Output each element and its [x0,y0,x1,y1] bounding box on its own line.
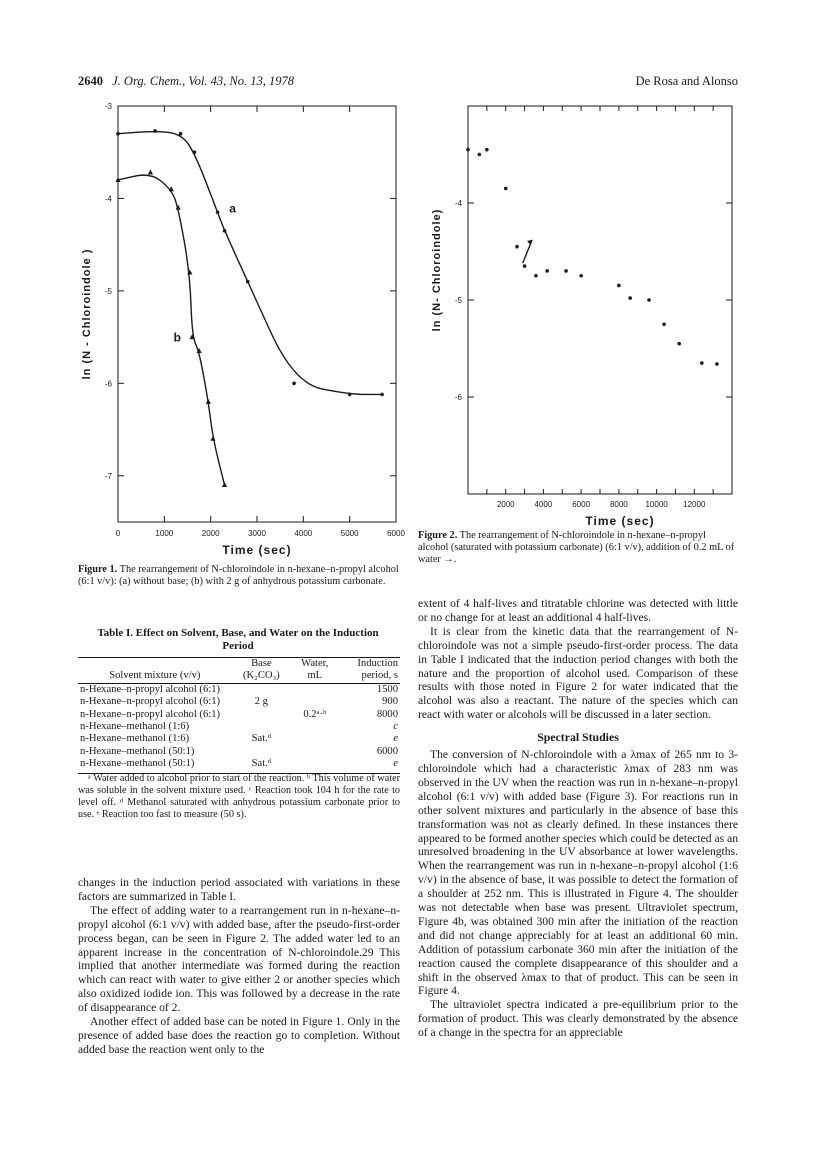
table-row [78,721,400,733]
figure-1-data-point-a [153,129,157,133]
table-row [78,746,400,758]
figure-1-y-tick-label: -4 [104,194,112,204]
table-header-solvent: Solvent mixture (v/v) [109,670,201,682]
table-cell: n-Hexane–n-propyl alcohol (6:1) [80,696,221,708]
figure-2-x-tick-label: 8000 [609,500,628,509]
figure-1-data-point-a [179,132,183,136]
paragraph: extent of 4 half-lives and titratable chlorine was detected with little or no change for at least an additional 4 half-lives. [418,597,738,624]
figure-2-data-point [564,269,568,273]
figure-1-data-point-a [348,393,352,397]
figure-1-series-label-b: b [173,330,181,345]
figure-2-data-point [504,187,508,191]
table-cell [291,746,338,758]
figure-1-data-point-a [380,393,384,397]
figure-2-y-tick-label: -6 [454,393,462,402]
figure-2-caption [418,530,738,567]
figure-1-data-point-a [246,280,250,284]
figure-2-data-point [647,298,651,302]
figure-1-x-tick-label: 6000 [387,529,405,538]
table-cell: n-Hexane–n-propyl alcohol (6:1) [80,708,221,720]
figure-2-data-point [617,284,621,288]
table-header-induction: Induction period, s [357,658,398,682]
table-cell: e [393,758,398,770]
figure-2-data-point [662,322,666,326]
table-cell: 0.2ᵃ·ᵇ [303,708,327,720]
table-cell [291,721,338,733]
figure-1-data-point-a [216,211,220,215]
left-column-text [78,876,400,1057]
table-cell [232,709,291,721]
right-column-text [418,597,738,1040]
table-cell: Sat.ᵈ [251,758,272,770]
table-1-title: Table I. Effect on Solvent, Base, and Water on the Induction Period [97,627,379,652]
figure-1-y-axis-label: ln (N - Chloroindole ) [81,248,93,380]
table-cell: n-Hexane–methanol (50:1) [80,745,195,757]
paragraph: It is clear from the kinetic data that the rearrangement of N-chloroindole was not a simple pseudo-first-order process. The data in Table I indicated that the induction period changes with both the nature and the proportion of alcohol used. Comparison of these results with those noted in Figure 2 for water indicated that the alcohol was also a reactant. The nature of the species which can react with water or alcohols will be discussed in a later section. [418,624,738,722]
table-cell [232,746,291,758]
figure-1-series-label-a: a [229,201,236,216]
paragraph: Another effect of added base can be noted in Figure 1. Only in the presence of added base does the reaction go to completion. Without added base the reaction went only to the [78,1015,400,1056]
figure-1-x-tick-label: 4000 [294,529,313,538]
figure-2-data-point [515,245,519,249]
figure-2-plot-frame [468,106,732,494]
figure-2-data-point [700,361,704,365]
figure-1-series-b-line [118,175,225,485]
table-cell: c [393,721,398,733]
figure-2-x-tick-label: 4000 [534,500,553,509]
figure-1-data-point-a [292,382,296,386]
figure-2-x-axis-label: Time (sec) [585,514,655,528]
figure-1-data-point-a [223,229,227,233]
figure-2-x-tick-label: 6000 [572,500,591,509]
figure-1-data-point-a [116,132,120,136]
page-number: 2640 [78,74,103,88]
paragraph: The effect of adding water to a rearrangement run in n-hexane–n-propyl alcohol (6:1 v/v) with added base, after the pseudo-first-order process began, can be seen in Figure 2. The added water led to an apparent increase in the concentration of N-chloroindole.29 This implied that another intermediate was formed during the reaction which can react with water to give either 2 or another species which also oxidized iodide ion. This was followed by a decrease in the rate of disappearance of 2. [78,903,400,1015]
table-1 [78,657,400,774]
table-cell: n-Hexane–methanol (50:1) [80,758,195,770]
figure-1-x-tick-label: 1000 [155,529,174,538]
figure-1-data-point-a [193,150,197,154]
table-row [78,733,400,745]
table-header-water: Water, mL [301,658,329,682]
paragraph: The conversion of N-chloroindole with a λmax of 265 nm to 3-chloroindole which had a characteristic λmax of 283 nm was observed in the UV when the reaction was run in n-hexane–n-propyl alcohol (6:1 v/v) with added base (Figure 3). For reactions run in other solvent mixtures and particularly in the absence of base this transformation was not as clearly defined. In these instances there appeared to be formed another species which could be detected as an unresolved broadening in the UV absorbance at lower wavelengths. When the rearrangement was run in n-hexane–n-propyl alcohol (1:6 v/v) in the absence of base, it was possible to detect the formation of a shoulder at 252 nm. This is illustrated in Figure 4. The shoulder was not detectable when base was present. Ultraviolet spectrum, Figure 4b, was obtained 300 min after the initiation of the reaction and did not change appreciably for at least an additional 60 min. Addition of potassium carbonate 360 min after the initiation of the reaction caused the complete disappearance of this shoulder and a shift in the observed λmax to that of product. This can be seen in Figure 4. [418,748,738,998]
figure-2-data-point [478,153,482,157]
figure-2-y-axis-label: ln (N- Chloroindole) [431,208,443,332]
figure-1-caption-text: The rearrangement of N-chloroindole in n-hexane–n-propyl alcohol (6:1 v/v): (a) without base; (b) with 2 g of anhydrous potassium carbonate. [78,564,399,588]
table-cell: 900 [382,696,398,708]
table-cell: n-Hexane–methanol (1:6) [80,721,190,733]
figure-2-data-point [715,362,719,366]
figure-2-data-point [485,148,489,152]
figure-2-chart [418,96,740,532]
table-1-footnotes: ᵃ Water added to alcohol prior to start of the reaction. ᵇ This volume of water was soluble in the solvent mixture used. ᶜ Reaction took 104 h for the rate to level off. ᵈ Methanol saturated with anhydrous potassium carbonate prior to use. ᵉ Reaction too fast to measure (50 s). [78,773,400,820]
section-heading: Spectral Studies [537,730,619,745]
paragraph: changes in the induction period associated with variations in these factors are summarized in Table I. [78,876,400,903]
figure-1-x-tick-label: 0 [115,529,121,538]
figure-1-data-point-b [206,399,211,404]
figure-1-y-tick-label: -5 [104,286,112,296]
figure-1-x-tick-label: 2000 [201,529,220,538]
figure-1-chart [78,96,410,562]
table-cell [232,721,291,733]
figure-1-data-point-b [222,482,227,487]
table-cell [291,733,338,745]
figure-2-y-tick-label: -5 [454,296,462,305]
table-cell [291,758,338,770]
table-header-base: Base (K₂CO₃) [242,658,280,682]
table-cell: 6000 [376,745,398,757]
figure-2-x-tick-label: 12000 [683,500,706,509]
figure-1-y-tick-label: -6 [104,379,112,389]
figure-2-data-point [677,342,681,346]
table-cell: Sat.ᵈ [251,733,272,745]
figure-1-y-tick-label: -7 [104,471,112,481]
figure-2-x-tick-label: 10000 [645,500,668,509]
figure-1-caption-label: Figure 1. [78,564,118,575]
figure-1-x-tick-label: 3000 [248,529,266,538]
table-cell: 2 g [254,696,268,708]
paragraph: The ultraviolet spectra indicated a pre-equilibrium prior to the formation of product. This was clearly demonstrated by the absence of a change in the spectra for an appreciable [418,998,738,1040]
table-row [78,758,400,770]
figure-1-y-tick-label: -3 [104,102,112,111]
figure-2-caption-label: Figure 2. [418,530,458,541]
figure-2-data-point [534,274,538,278]
figure-2-data-point [466,148,470,152]
table-cell: n-Hexane–n-propyl alcohol (6:1) [80,683,221,695]
figure-2-y-tick-label: -4 [454,199,462,208]
figure-1-data-point-b [148,170,153,175]
figure-1-x-axis-label: Time (sec) [222,543,292,557]
figure-2-data-point [523,264,527,268]
running-header-authors: De Rosa and Alonso [635,74,738,88]
figure-1-plot-frame [118,106,396,522]
running-header-left [78,74,294,89]
figure-1-caption [78,564,400,588]
figure-1-data-point-b [210,436,215,441]
table-row [78,709,400,721]
table-cell: 1500 [376,683,398,695]
figure-2-data-point [579,274,583,278]
journal-citation: J. Org. Chem., Vol. 43, No. 13, 1978 [112,74,294,88]
table-cell [232,683,291,696]
table-row [78,683,400,696]
table-cell: n-Hexane–methanol (1:6) [80,733,190,745]
figure-2-data-point [545,269,549,273]
figure-2-data-point [628,296,632,300]
table-cell [291,683,338,696]
table-row [78,696,400,708]
figure-1-x-tick-label: 5000 [340,529,359,538]
table-cell: 8000 [376,708,398,720]
table-cell [291,696,338,708]
figure-1-series-a-line [118,132,382,395]
figure-2-caption-text: The rearrangement of N-chloroindole in n-hexane–n-propyl alcohol (saturated with potassium carbonate) (6:1 v/v), addition of 0.2 mL of water →. [418,530,735,566]
table-cell: e [393,733,398,745]
figure-2-x-tick-label: 2000 [496,500,515,509]
